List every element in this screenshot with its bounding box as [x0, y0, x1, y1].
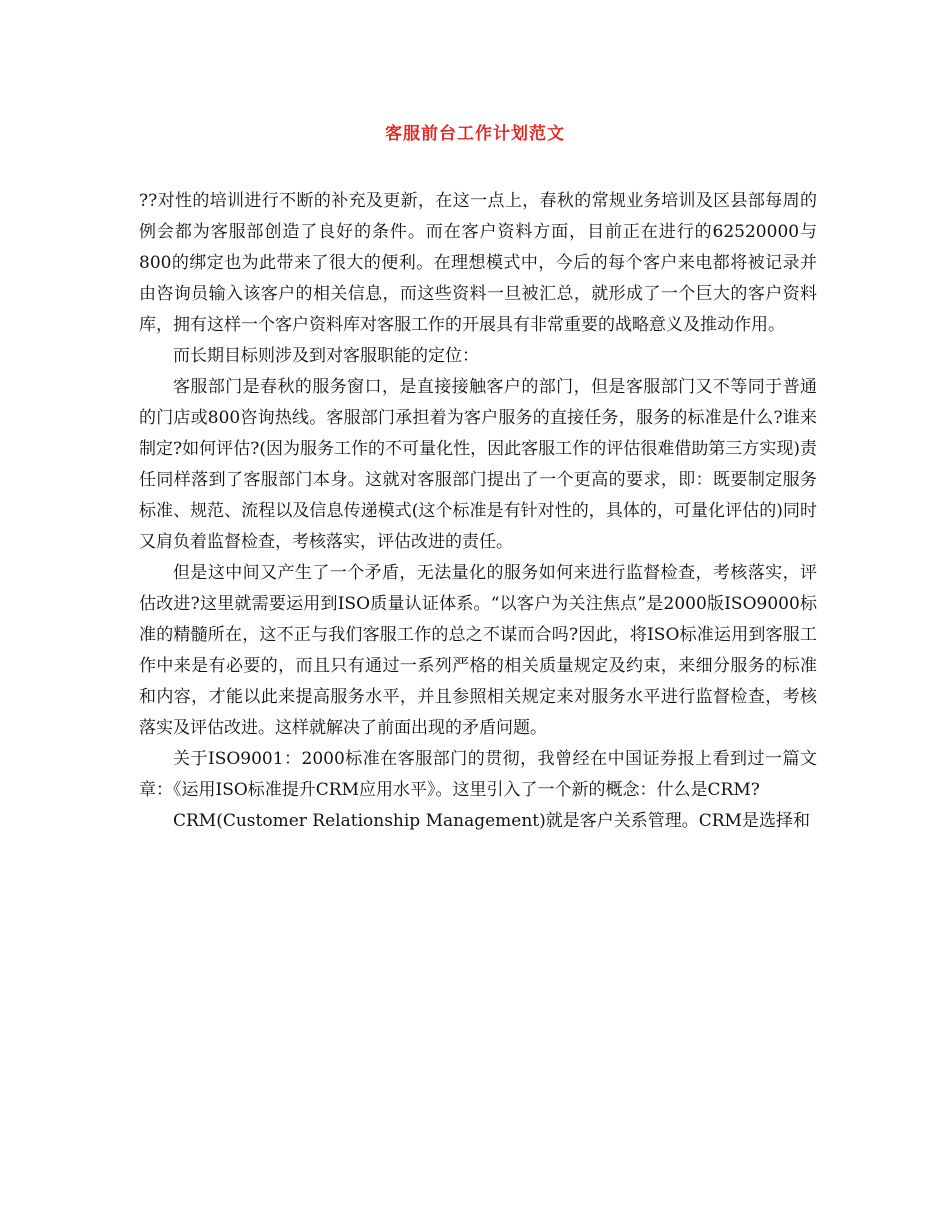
paragraph-4: 但是这中间又产生了一个矛盾，无法量化的服务如何来进行监督检查，考核落实，评估改进?这里就需要运用到ISO质量认证体系。“以客户为关注焦点”是2000版ISO9000标准的精髓所在，这不正与我们客服工作的总之不谋而合吗?因此，将ISO标准运用到客服工作中来是有必要的，而且只有通过一系列严格的相关质量规定及约束，来细分服务的标准和内容，才能以此来提高服务水平，并且参照相关规定来对服务水平进行监督检查，考核落实及评估改进。这样就解决了前面出现的矛盾问题。: [139, 563, 817, 738]
document-body: [139, 186, 817, 837]
paragraph-6: CRM(Customer Relationship Management)就是客户关系管理。CRM是选择和: [173, 811, 810, 831]
paragraph-1: ??对性的培训进行不断的补充及更新，在这一点上，春秋的常规业务培训及区县部每周的例会都为客服部创造了良好的条件。而在客户资料方面，目前正在进行的62520000与800的绑定也为此带来了很大的便利。在理想模式中，今后的每个客户来电都将被记录并由咨询员输入该客户的相关信息，而这些资料一旦被汇总，就形成了一个巨大的客户资料库，拥有这样一个客户资料库对客服工作的开展具有非常重要的战略意义及推动作用。: [139, 191, 817, 335]
paragraph-2: 而长期目标则涉及到对客服职能的定位：: [173, 346, 479, 366]
document-title: 客服前台工作计划范文: [385, 124, 565, 144]
paragraph-3: 客服部门是春秋的服务窗口，是直接接触客户的部门，但是客服部门又不等同于普通的门店或800咨询热线。客服部门承担着为客户服务的直接任务，服务的标准是什么?谁来制定?如何评估?(因为服务工作的不可量化性，因此客服工作的评估很难借助第三方实现)责任同样落到了客服部门本身。这就对客服部门提出了一个更高的要求，即：既要制定服务标准、规范、流程以及信息传递模式(这个标准是有针对性的，具体的，可量化评估的)同时又肩负着监督检查，考核落实，评估改进的责任。: [139, 377, 817, 552]
paragraph-5: 关于ISO9001：2000标准在客服部门的贯彻，我曾经在中国证券报上看到过一篇文章：《运用ISO标准提升CRM应用水平》。这里引入了一个新的概念：什么是CRM?: [139, 749, 817, 800]
